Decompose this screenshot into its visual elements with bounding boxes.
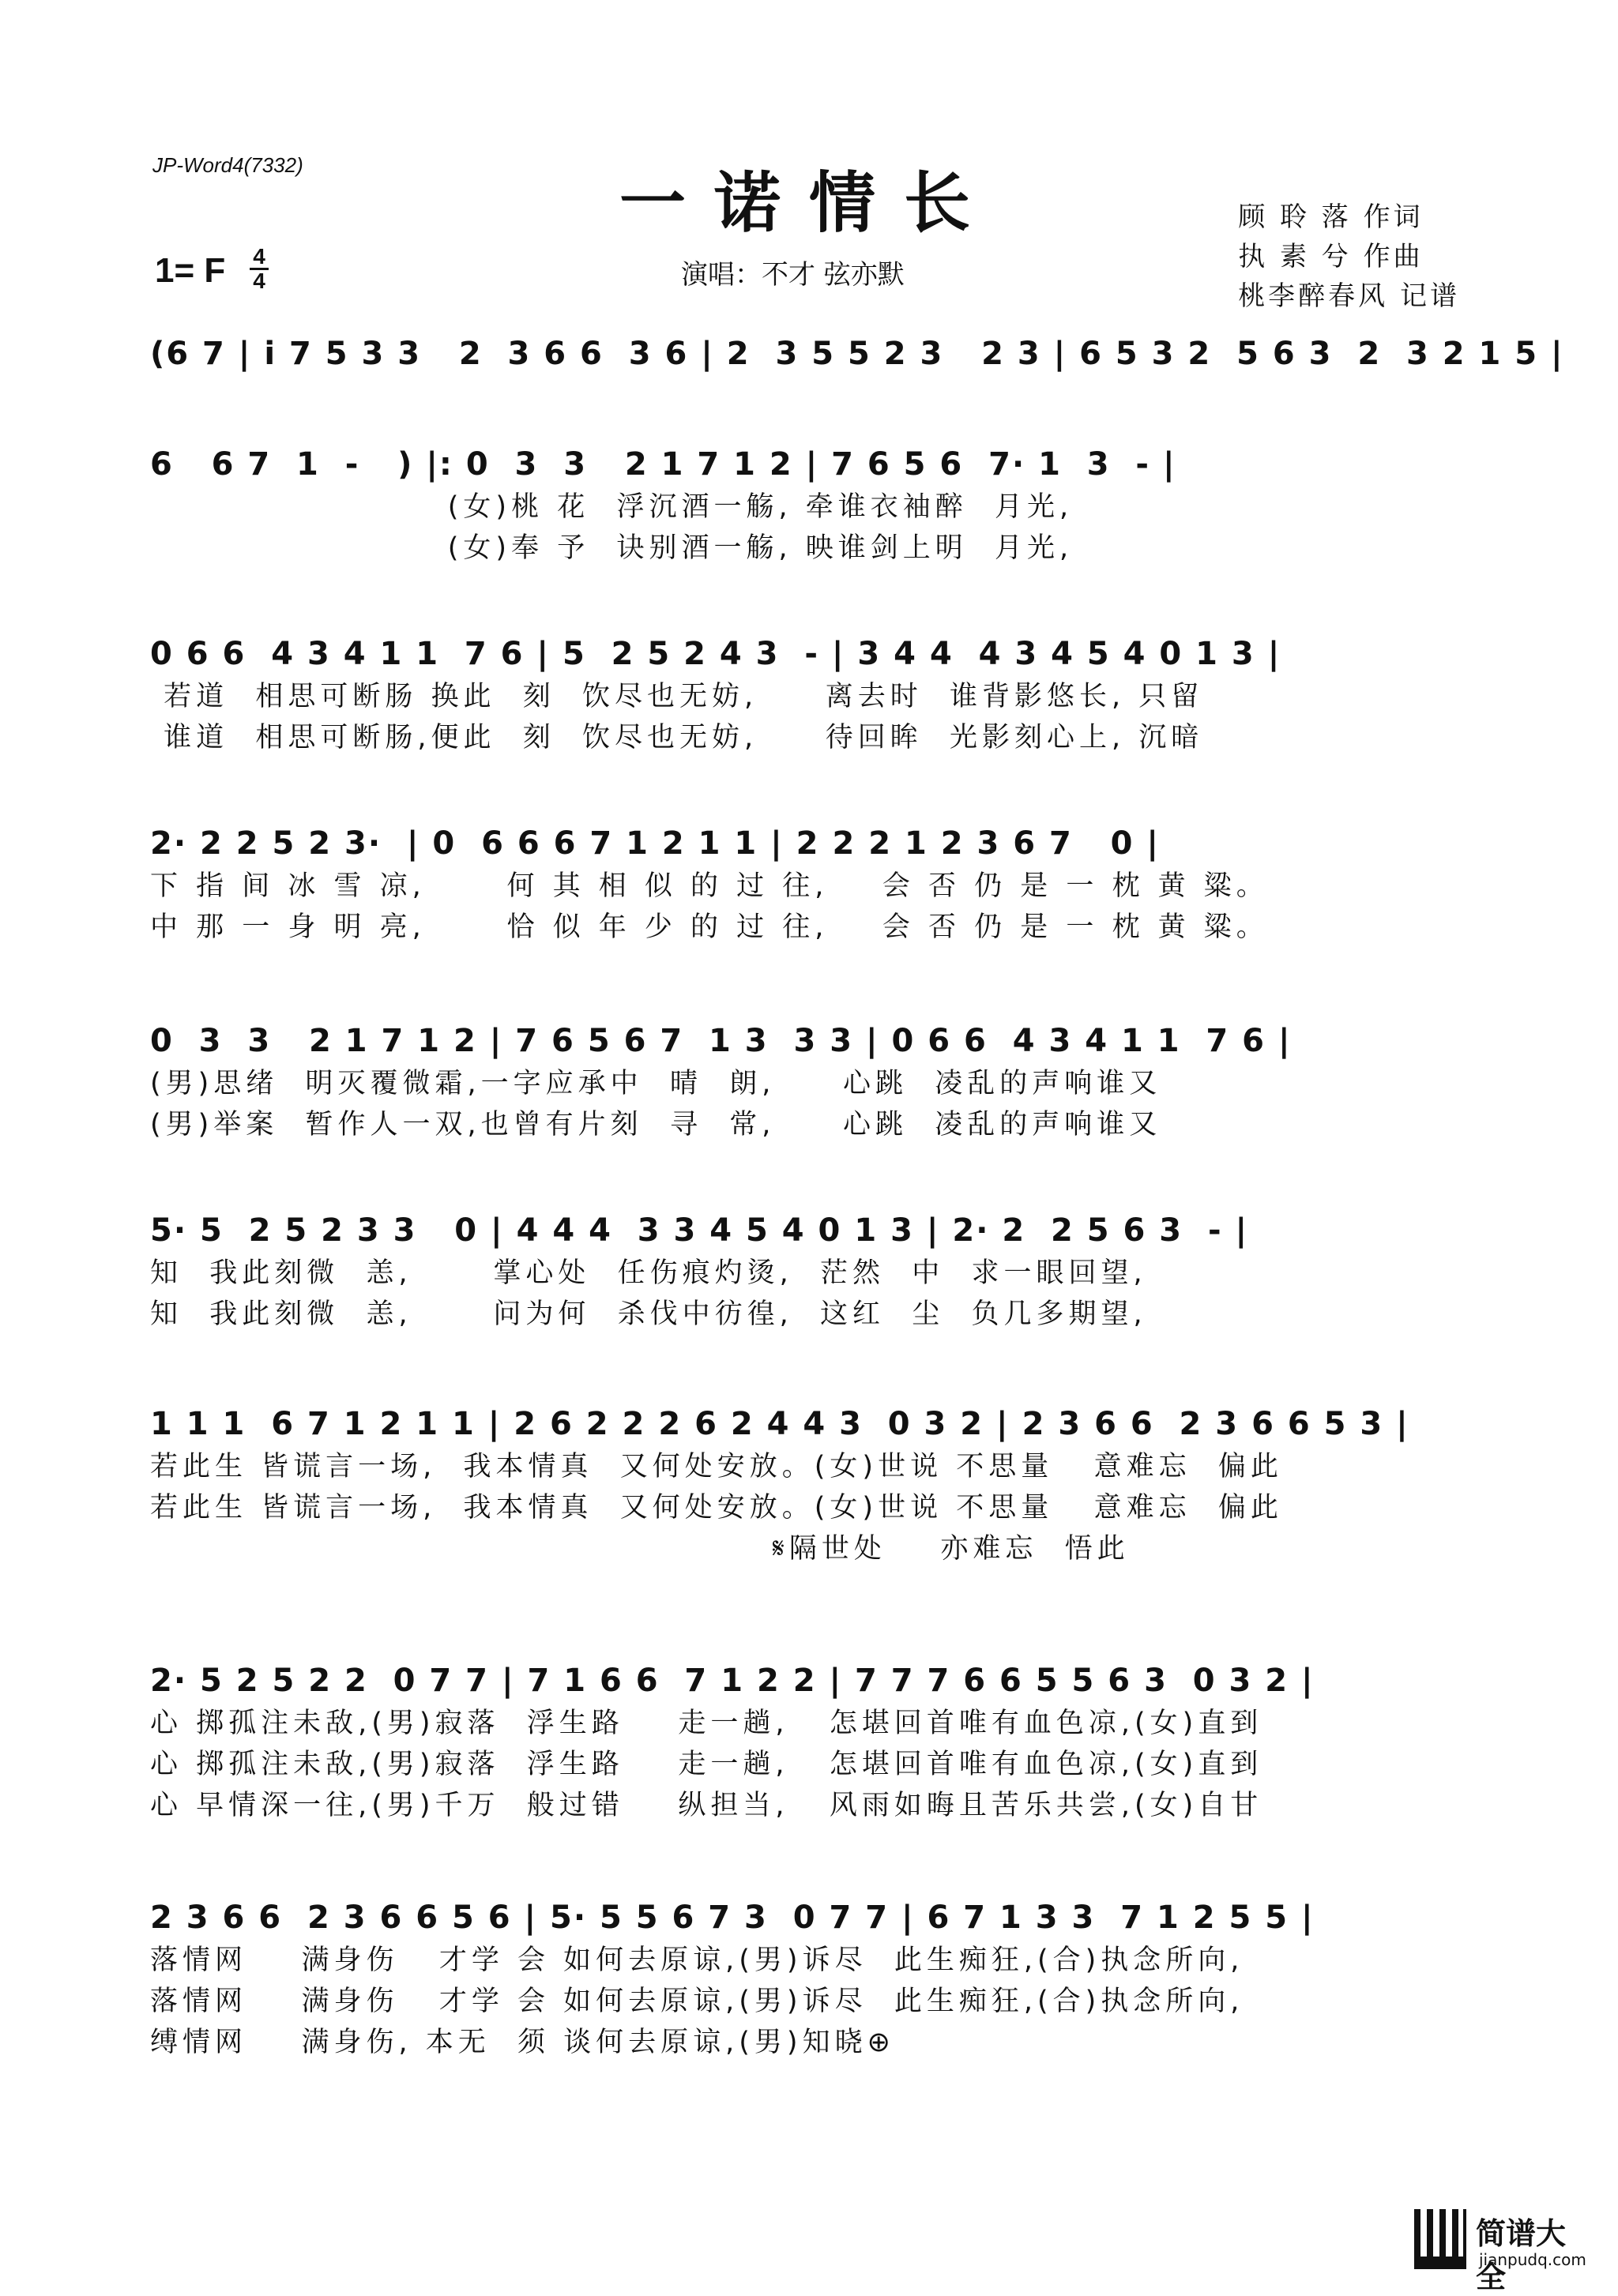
time-signature-top: 4 bbox=[253, 244, 265, 269]
lyric-line: 知 我此刻微 恙, 问为何 杀伐中彷徨, 这红 尘 负几多期望, bbox=[150, 1298, 1147, 1330]
notation-line: (6 7 | i 7 5 3 3 2 3 6 6 3 6 | 2 3 5 5 2 3 2 3 | 6 5 3 2 5 6 3 2 3 2 1 5 | bbox=[150, 336, 1564, 372]
transcriber-credit: 桃李醉春风 记谱 bbox=[1238, 280, 1460, 312]
lyric-line: 下 指 间 冰 雪 凉, 何 其 相 似 的 过 往, 会 否 仍 是 一 枕 黄 粱。 bbox=[150, 870, 1269, 902]
notation-line: 2 3 6 6 2 3 6 6 5 6 | 5· 5 5 6 7 3 0 7 7 | 6 7 1 3 3 7 1 2 5 5 | bbox=[150, 1900, 1315, 1936]
lyric-line: 心 掷孤注未敌,(男)寂落 浮生路 走一趟, 怎堪回首唯有血色凉,(女)直到 bbox=[150, 1708, 1263, 1739]
score-system bbox=[150, 1659, 1469, 1826]
lyric-line: 若道 相思可断肠 换此 刻 饮尽也无妨, 离去时 谁背影悠长, 只留 bbox=[150, 681, 1204, 712]
credits-block bbox=[1238, 197, 1460, 316]
lyric-line: (男)举案 暂作人一双,也曾有片刻 寻 常, 心跳 凌乱的声响谁又 bbox=[150, 1109, 1162, 1140]
lyric-line: 𝄋隔世处 亦难忘 悟此 bbox=[150, 1533, 1130, 1565]
lyric-line: 谁道 相思可断肠,便此 刻 饮尽也无妨, 待回眸 光影刻心上, 沉暗 bbox=[150, 722, 1204, 753]
notation-line: 1 1 1 6 7 1 2 1 1 | 2 6 2 2 2 6 2 4 4 3 0 3 2 | 2 3 6 6 2 3 6 6 5 3 | bbox=[150, 1406, 1409, 1442]
lyricist-credit: 顾 聆 落 作词 bbox=[1238, 201, 1424, 233]
lyric-line: 若此生 皆谎言一场, 我本情真 又何处安放。(女)世说 不思量 意难忘 偏此 bbox=[150, 1492, 1283, 1524]
site-logo bbox=[1413, 2204, 1594, 2294]
lyric-line: 落情网 满身伤 才学 会 如何去原谅,(男)诉尽 此生痴狂,(合)执念所向, bbox=[150, 1945, 1244, 1976]
lyric-line: 知 我此刻微 恙, 掌心处 任伤痕灼烫, 茫然 中 求一眼回望, bbox=[150, 1257, 1147, 1289]
time-signature bbox=[250, 246, 269, 291]
notation-line: 6 6 7 1 - ) |: 0 3 3 2 1 7 1 2 | 7 6 5 6 7· 1 3 - | bbox=[150, 446, 1176, 483]
lyric-line: 中 那 一 身 明 亮, 恰 似 年 少 的 过 往, 会 否 仍 是 一 枕 黄 粱。 bbox=[150, 911, 1269, 943]
score-system bbox=[150, 1019, 1469, 1145]
score-system bbox=[150, 332, 1564, 376]
notation-line: 2· 2 2 5 2 3· | 0 6 6 6 7 1 2 1 1 | 2 2 2 1 2 3 6 7 0 | bbox=[150, 825, 1160, 862]
score-system bbox=[150, 821, 1469, 948]
notation-line: 5· 5 2 5 2 3 3 0 | 4 4 4 3 3 4 5 4 0 1 3 | 2· 2 2 5 6 3 - | bbox=[150, 1212, 1249, 1249]
singer-credit: 演唱：不才 弦亦默 bbox=[681, 259, 905, 291]
lyric-line: 缚情网 满身伤, 本无 须 谈何去原谅,(男)知晓⊕ bbox=[150, 2027, 895, 2058]
composer-credit: 执 素 兮 作曲 bbox=[1238, 241, 1424, 272]
piano-icon bbox=[1413, 2208, 1468, 2271]
key-signature: 1= F bbox=[155, 251, 226, 290]
notation-line: 0 6 6 4 3 4 1 1 7 6 | 5 2 5 2 4 3 - | 3 4 4 4 3 4 5 4 0 1 3 | bbox=[150, 636, 1281, 672]
score-system bbox=[150, 1208, 1469, 1335]
score-system bbox=[150, 632, 1469, 758]
song-title: 一诺情长 bbox=[619, 163, 999, 242]
notation-line: 0 3 3 2 1 7 1 2 | 7 6 5 6 7 1 3 3 3 | 0 6 6 4 3 4 1 1 7 6 | bbox=[150, 1023, 1292, 1059]
time-signature-bottom: 4 bbox=[253, 269, 265, 293]
lyric-line: (男)思绪 明灭覆微霜,一字应承中 晴 朗, 心跳 凌乱的声响谁又 bbox=[150, 1068, 1162, 1099]
lyric-line: 心 早情深一往,(男)千万 般过错 纵担当, 风雨如晦且苦乐共尝,(女)自甘 bbox=[150, 1790, 1263, 1821]
logo-url: jianpudq.com bbox=[1479, 2250, 1586, 2269]
logo-name: 简谱大全 bbox=[1476, 2216, 1567, 2294]
score-system bbox=[150, 1896, 1469, 2063]
lyric-line: 落情网 满身伤 才学 会 如何去原谅,(男)诉尽 此生痴狂,(合)执念所向, bbox=[150, 1986, 1244, 2017]
lyric-line: (女)奉 予 诀别酒一觞, 映谁剑上明 月光, bbox=[150, 532, 1074, 564]
score-system bbox=[150, 442, 1469, 569]
notation-line: 2· 5 2 5 2 2 0 7 7 | 7 1 6 6 7 1 2 2 | 7 7 7 6 6 5 5 6 3 0 3 2 | bbox=[150, 1663, 1315, 1699]
lyric-line: (女)桃 花 浮沉酒一觞, 牵谁衣袖醉 月光, bbox=[150, 491, 1074, 523]
lyric-line: 心 掷孤注未敌,(男)寂落 浮生路 走一趟, 怎堪回首唯有血色凉,(女)直到 bbox=[150, 1749, 1263, 1780]
score-system bbox=[150, 1402, 1469, 1569]
source-label: JP-Word4(7332) bbox=[152, 153, 303, 177]
lyric-line: 若此生 皆谎言一场, 我本情真 又何处安放。(女)世说 不思量 意难忘 偏此 bbox=[150, 1451, 1283, 1482]
